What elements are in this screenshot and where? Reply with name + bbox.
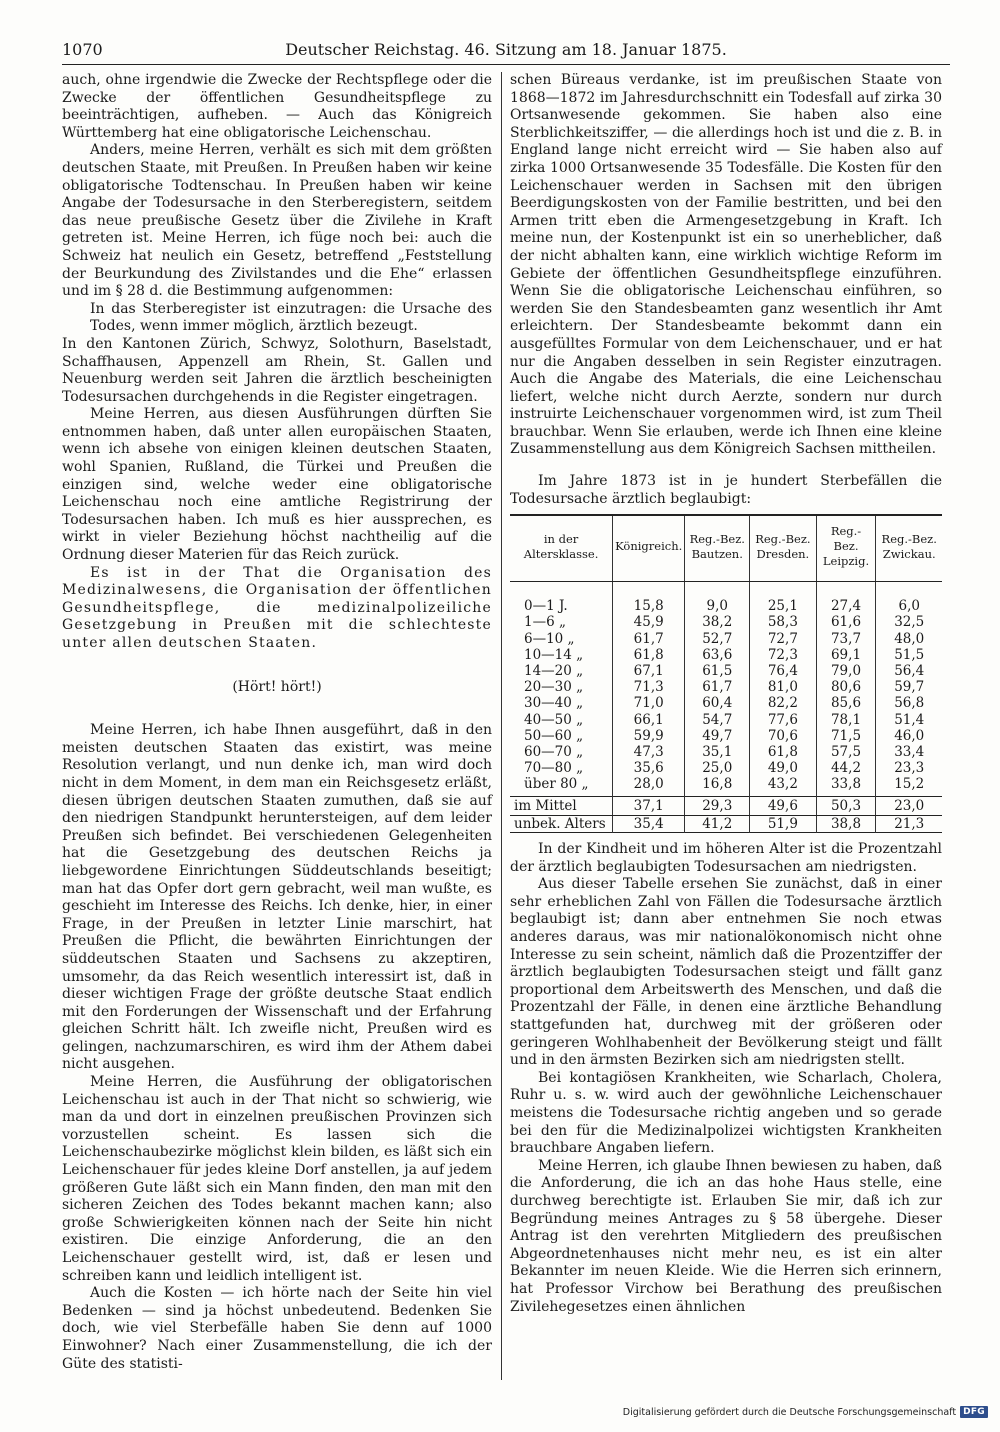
value-cell: 61,8: [750, 744, 816, 760]
value-cell: 63,6: [685, 647, 750, 663]
value-cell: 61,5: [685, 663, 750, 679]
table-row: [510, 776, 942, 796]
value-cell: 59,7: [876, 679, 942, 695]
value-cell: 37,1: [613, 796, 685, 815]
value-cell: 44,2: [816, 760, 876, 776]
value-cell: 54,7: [685, 712, 750, 728]
age-class-cell: 6—10 „: [524, 630, 575, 647]
value-cell: 35,1: [685, 744, 750, 760]
value-cell: 81,0: [750, 679, 816, 695]
value-cell: 58,3: [750, 614, 816, 630]
paragraph: Auch die Kosten — ich hörte nach der Seite hin viel Bedenken — sind ja höchst unbedeutend. Bedenken Sie doch, wie viel Sterbefälle haben Sie denn auf 1000 Einwohner? Nach einer Zusammenstellung, die ich der Güte des statisti-: [62, 1285, 492, 1372]
value-cell: 66,1: [613, 712, 685, 728]
paragraph: In der Kindheit und im höheren Alter ist die Prozentzahl der ärztlich beglaubigten Todesursachen am niedrigsten.: [510, 841, 942, 875]
age-class-cell: über 80 „: [524, 776, 589, 793]
value-cell: 67,1: [613, 663, 685, 679]
value-cell: 25,1: [750, 582, 816, 615]
table-header-cell: Reg.-Bez. Leipzig.: [816, 515, 876, 582]
value-cell: 6,0: [876, 582, 942, 615]
value-cell: 56,4: [876, 663, 942, 679]
column-divider: [501, 72, 502, 1380]
value-cell: 78,1: [816, 712, 876, 728]
value-cell: 48,0: [876, 631, 942, 647]
value-cell: 80,6: [816, 679, 876, 695]
age-class-cell: im Mittel: [510, 796, 613, 815]
left-column: [62, 72, 492, 1373]
value-cell: 35,6: [613, 760, 685, 776]
value-cell: 61,6: [816, 614, 876, 630]
value-cell: 61,7: [685, 679, 750, 695]
value-cell: 51,9: [750, 815, 816, 832]
table-row: [510, 695, 942, 711]
value-cell: 49,7: [685, 728, 750, 744]
value-cell: 27,4: [816, 582, 876, 615]
age-class-cell: 50—60 „: [524, 727, 584, 744]
table-header-row: [510, 515, 942, 582]
value-cell: 38,2: [685, 614, 750, 630]
paragraph: Meine Herren, aus diesen Ausführungen dürften Sie entnommen haben, daß unter allen europäischen Staaten, wenn ich absehe von einigen kleinen deutschen Staaten, wohl Spanien, Rußland, die Türkei und Preußen die einzigen sind, welche weder eine obligatorische Leichenschau noch eine amtliche Registrirung der Todesursachen haben. Ich muß es hier aussprechen, es wirkt in vieler Beziehung höchst nachtheilig auf die Ordnung dieser Materien für das Reich zurück.: [62, 406, 492, 564]
value-cell: 21,3: [876, 815, 942, 832]
paragraph: In den Kantonen Zürich, Schwyz, Solothurn, Baselstadt, Schaffhausen, Appenzell am Rhein, St. Gallen und Neuenburg werden seit Jahren die ärztlich bescheinigten Todesursachen durchgehends in die Register eingetragen.: [62, 335, 492, 405]
table-intro: Im Jahre 1873 ist in je hundert Sterbefällen die Todesursache ärztlich beglaubigt:: [510, 473, 942, 507]
table-row: [510, 679, 942, 695]
paragraph: Meine Herren, ich habe Ihnen ausgeführt, daß in den meisten deutschen Staaten das existirt, was meine Resolution verlangt, und nun denke ich, man wird doch nicht in dem Moment, in dem man ein Reichsgesetz erläßt, diesen übrigen deutschen Staaten zumuthen, daß sie auf den niedrigen Standpunkt heruntersteigen, auf dem leider Preußen sich befindet. Bei verschiedenen Gelegenheiten hat die Gesetzgebung des deutschen Reichs ja liebgewordene Einrichtungen Süddeutschlands beseitigt; man hat das Opfer dort gern gebracht, weil man wußte, es geschieht im Interesse des Reichs. Ich denke, hier, in einer Frage, in der Preußen in letzter Linie marschirt, hat Preußen die Pflicht, die bewährten Einrichtungen der süddeutschen Staaten und Sachsens zu akzeptiren, umsomehr, da das Reich wesentlich interessirt ist, daß in dieser wichtigen Frage der größte deutsche Staat endlich mit den Forderungen der Wissenschaft und der Erfahrung gleichen Schritt hält. Ich zweifle nicht, Preußen wird es gelingen, nachzumarschiren, es wird ihm der Athem dabei nicht ausgehen.: [62, 722, 492, 1073]
value-cell: 52,7: [685, 631, 750, 647]
running-title: Deutscher Reichstag. 46. Sitzung am 18. Januar 1875.: [285, 40, 727, 59]
paragraph-spaced: Es ist in der That die Organisation des Medizinalwesens, die Organisation der öffentlichen Gesundheitspflege, die medizinalpolizeiliche Gesetzgebung in Preußen mit die schlechteste unter allen deutschen Staaten.: [62, 564, 492, 651]
value-cell: 70,6: [750, 728, 816, 744]
value-cell: 61,8: [613, 647, 685, 663]
paragraph: Meine Herren, die Ausführung der obligatorischen Leichenschau ist auch in der That nicht so schwierig, wie man da und dort in einzelnen preußischen Provinzen sich vorzustellen scheint. Es lassen sich die Leichenschaubezirke möglichst klein bilden, es läßt sich ein Leichenschauer für jedes kleine Dorf anstellen, ja auf jedem größeren Gute läßt sich ein Mann finden, den man mit den sicheren Zeichen des Todes bekannt machen kann; also große Schwierigkeiten können nach der Seite hin nicht existiren. Die einzige Anforderung, die an den Leichenschauer gestellt wird, ist, daß er lesen und schreiben kann und leidlich intelligent ist.: [62, 1074, 492, 1284]
value-cell: 71,3: [613, 679, 685, 695]
value-cell: 47,3: [613, 744, 685, 760]
paragraph: Anders, meine Herren, verhält es sich mit dem größten deutschen Staate, mit Preußen. In Preußen haben wir keine obligatorische Todtenschau. In Preußen haben wir keine Angabe der Todesursache in den Sterberegistern, seitdem das neue preußische Gesetz über die Zivilehe in Kraft getreten ist. Meine Herren, ich füge noch bei: auch die Schweiz hat neulich ein Gesetz, betreffend „Feststellung der Beurkundung des Zivilstandes und die Ehe“ erlassen und im § 28 d. die Bestimmung aufgenommen:: [62, 142, 492, 300]
value-cell: 85,6: [816, 695, 876, 711]
value-cell: 77,6: [750, 712, 816, 728]
value-cell: 69,1: [816, 647, 876, 663]
table-row: [510, 796, 942, 815]
value-cell: 28,0: [613, 776, 685, 796]
table-row: [510, 614, 942, 630]
value-cell: 71,5: [816, 728, 876, 744]
value-cell: 57,5: [816, 744, 876, 760]
value-cell: 25,0: [685, 760, 750, 776]
table-header-cell: Reg.-Bez. Bautzen.: [685, 515, 750, 582]
right-column: [510, 72, 942, 1316]
value-cell: 23,3: [876, 760, 942, 776]
table-row: [510, 663, 942, 679]
value-cell: 16,8: [685, 776, 750, 796]
value-cell: 50,3: [816, 796, 876, 815]
value-cell: 32,5: [876, 614, 942, 630]
value-cell: 60,4: [685, 695, 750, 711]
value-cell: 9,0: [685, 582, 750, 615]
table-row: [510, 815, 942, 832]
table-row: [510, 631, 942, 647]
page-number: 1070: [62, 40, 103, 59]
value-cell: 72,7: [750, 631, 816, 647]
page-header: [62, 38, 950, 65]
value-cell: 23,0: [876, 796, 942, 815]
paragraph: Bei kontagiösen Krankheiten, wie Scharlach, Cholera, Ruhr u. s. w. wird auch der gewöhnliche Leichenschauer meistens die Todesursache richtig angeben und so gerade bei den für die Medizinalpolizei wichtigsten Krankheiten brauchbare Angaben liefern.: [510, 1069, 942, 1157]
value-cell: 51,4: [876, 712, 942, 728]
value-cell: 59,9: [613, 728, 685, 744]
value-cell: 49,6: [750, 796, 816, 815]
paragraph: schen Büreaus verdanke, ist im preußischen Staate von 1868—1872 im Jahresdurchschnitt ein Todesfall auf zirka 30 Ortsanwesende gekommen. Sie haben also eine Sterblichkeitsziffer, — die allerdings hoch ist und die z. B. in England lange nicht erreicht wird — Sie haben also auf zirka 1000 Ortsanwesende 35 Todesfälle. Die Kosten für den Leichenschauer werden in Sachsen mit den übrigen Beerdigungskosten von der Familie bestritten, und bei den Armen tritt eben die Armengesetzgebung in Kraft. Ich meine nun, der Kostenpunkt ist ein so unerheblicher, daß der nicht abhalten kann, eine wirklich wichtige Reform im Gebiete der öffentlichen Gesundheitspflege einzuführen. Wenn Sie die obligatorische Leichenschau einführen, so werden Sie den Standesbeamten ganz wesentlich ihr Amt erleichtern. Der Standesbeamte bekommt dann ein ausgefülltes Formular von dem Leichenschauer, und er hat nur die Angaben desselben in sein Register einzutragen. Auch die Angabe des Materials, die eine Leichenschau liefert, welche nicht durch Aerzte, sondern nur durch instruirte Leichenschauer vorgenommen wird, ist zum Theil brauchbar. Wenn Sie erlauben, werde ich Ihnen eine kleine Zusammenstellung aus dem Königreich Sachsen mittheilen.: [510, 72, 942, 458]
quotation: In das Sterberegister ist einzutragen: die Ursache des Todes, wenn immer möglich, ärztlich bezeugt.: [90, 300, 492, 335]
age-class-cell: 60—70 „: [524, 744, 584, 761]
age-class-cell: 70—80 „: [524, 760, 584, 777]
value-cell: 71,0: [613, 695, 685, 711]
age-class-cell: 40—50 „: [524, 711, 584, 728]
value-cell: 35,4: [613, 815, 685, 832]
age-class-cell: 20—30 „: [524, 679, 584, 696]
age-class-cell: 1—6 „: [524, 614, 566, 631]
value-cell: 29,3: [685, 796, 750, 815]
value-cell: 82,2: [750, 695, 816, 711]
value-cell: 45,9: [613, 614, 685, 630]
value-cell: 79,0: [816, 663, 876, 679]
credit-text: Digitalisierung gefördert durch die Deutsche Forschungsgemeinschaft: [622, 1406, 957, 1418]
value-cell: 41,2: [685, 815, 750, 832]
mortality-table: [510, 514, 942, 833]
paragraph: auch, ohne irgendwie die Zwecke der Rechtspflege oder die Zwecke der öffentlichen Gesundheitspflege zu beeinträchtigen, aufheben. — Auch das Königreich Württemberg hat eine obligatorische Leichenschau.: [62, 72, 492, 141]
age-class-cell: unbek. Alters: [514, 815, 606, 832]
age-class-cell: 0—1 J.: [524, 598, 568, 615]
value-cell: 43,2: [750, 776, 816, 796]
value-cell: 15,8: [613, 582, 685, 615]
table-row: [510, 712, 942, 728]
table-row: [510, 760, 942, 776]
table-row: [510, 744, 942, 760]
table-row: [510, 647, 942, 663]
paragraph: Aus dieser Tabelle ersehen Sie zunächst, daß in einer sehr erheblichen Zahl von Fällen die Todesursache ärztlich beglaubigt ist; dann aber entnehmen Sie noch etwas anderes daraus, was mir nationalökonomisch nicht ohne Interesse zu sein scheint, nämlich daß die Prozentziffer der ärztlich beglaubigten Todesursachen steigt und fällt ganz proportional dem Arbeitswerth des Menschen, und daß die Prozentzahl der Fälle, in denen eine ärztliche Behandlung stattgefunden hat, durchweg mit der größeren oder geringeren Wohlhabenheit der Bevölkerung steigt und fällt und in den ärmsten Bezirken sich am niedrigsten stellt.: [510, 876, 942, 1069]
table-header-cell: Reg.-Bez. Zwickau.: [876, 515, 942, 582]
dfg-logo: DFG: [960, 1406, 988, 1418]
digitization-credit: [623, 1406, 988, 1418]
value-cell: 51,5: [876, 647, 942, 663]
table-header-cell: in der Altersklasse.: [510, 515, 613, 582]
table-body: [510, 582, 942, 833]
interjection: (Hört! hört!): [232, 678, 322, 695]
paragraph: Meine Herren, ich glaube Ihnen bewiesen zu haben, daß die Anforderung, die ich an das hohe Haus stelle, eine durchweg berechtigte ist. Erlauben Sie mir, daß ich zur Begründung meines Antrages zu § 58 übergehe. Dieser Antrag ist den verehrten Mitgliedern des preußischen Abgeordnetenhauses nicht mehr neu, es ist ein alter Bekannter im neuen Kleide. Wie die Herren sich erinnern, hat Professor Virchow bei Berathung des preußischen Zivilehegesetzes einen ähnlichen: [510, 1157, 942, 1315]
value-cell: 72,3: [750, 647, 816, 663]
value-cell: 73,7: [816, 631, 876, 647]
table-row: [510, 582, 942, 615]
age-class-cell: 30—40 „: [524, 695, 584, 712]
age-class-cell: 10—14 „: [524, 646, 584, 663]
value-cell: 61,7: [613, 631, 685, 647]
value-cell: 76,4: [750, 663, 816, 679]
value-cell: 49,0: [750, 760, 816, 776]
value-cell: 33,4: [876, 744, 942, 760]
value-cell: 46,0: [876, 728, 942, 744]
value-cell: 15,2: [876, 776, 942, 796]
value-cell: 33,8: [816, 776, 876, 796]
table-row: [510, 728, 942, 744]
age-class-cell: 14—20 „: [524, 663, 584, 680]
table-header-cell: Königreich.: [613, 515, 685, 582]
value-cell: 56,8: [876, 695, 942, 711]
table-header-cell: Reg.-Bez. Dresden.: [750, 515, 816, 582]
value-cell: 38,8: [816, 815, 876, 832]
